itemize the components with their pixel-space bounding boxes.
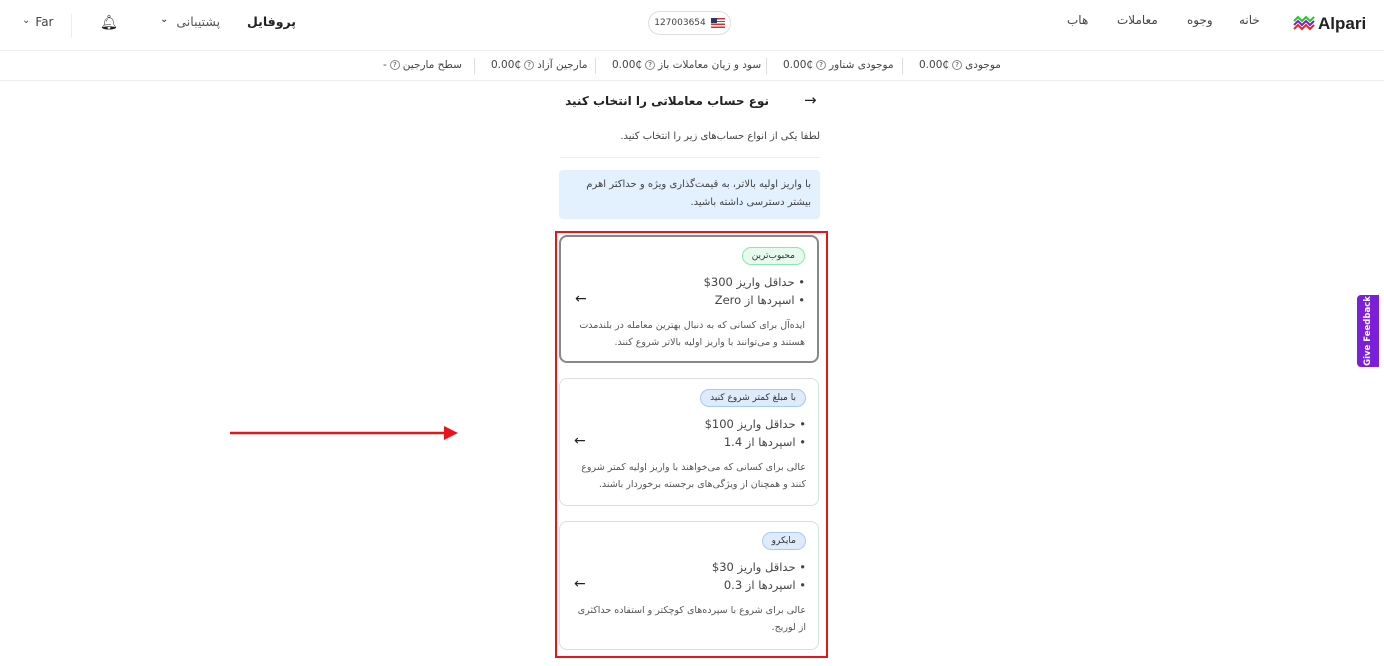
divider	[766, 58, 767, 74]
divider	[902, 58, 903, 74]
bell-icon[interactable]: 🔔︎	[100, 15, 118, 31]
page-subtitle: لطفا یکی از انواع حساب‌های زیر را انتخاب کنید.	[620, 131, 820, 142]
help-icon[interactable]: ?	[952, 60, 962, 70]
chevron-down-icon: ⌄	[22, 15, 31, 26]
stat-label: سطح مارجین	[402, 59, 462, 71]
back-arrow-icon[interactable]: →	[804, 91, 817, 109]
support-menu[interactable]	[160, 14, 220, 29]
card-description: عالی برای کسانی که می‌خواهند با واریز اولیه کمتر شروع کنند و همچنان از ویژگی‌های برجسته برخوردار باشند.	[581, 462, 806, 490]
stat-value: ₵0.00	[919, 59, 950, 71]
divider	[474, 58, 475, 74]
account-card-standard[interactable]	[559, 378, 819, 506]
nav-trades[interactable]: معاملات	[1117, 13, 1158, 27]
divider	[71, 14, 72, 38]
min-deposit: • حداقل واریز 100$	[704, 417, 806, 431]
red-annotation-arrow-icon	[228, 425, 460, 441]
stat-label: مارجین آزاد	[537, 59, 588, 71]
arrow-left-icon: ←	[575, 291, 587, 307]
divider	[560, 157, 820, 158]
help-icon[interactable]: ?	[524, 60, 534, 70]
language-selector[interactable]	[22, 15, 53, 29]
account-id: 127003654	[654, 18, 706, 28]
min-deposit: • حداقل واریز 300$	[703, 275, 805, 289]
spreads: • اسپردها از 1.4	[723, 435, 806, 449]
stat-balance	[919, 59, 1001, 71]
divider	[595, 58, 596, 74]
spreads: • اسپردها از 0.3	[723, 578, 806, 592]
stat-free-margin	[491, 59, 588, 71]
chevron-down-icon: ⌄	[160, 14, 169, 25]
card-description: ایده‌آل برای کسانی که به دنبال بهترین معامله در بلندمدت هستند و می‌توانند با واریز اولیه بالاتر شروع کنند.	[579, 320, 805, 348]
min-deposit: • حداقل واریز 30$	[711, 560, 806, 574]
help-icon[interactable]: ?	[816, 60, 826, 70]
arrow-left-icon: ←	[574, 576, 586, 592]
page-title: نوع حساب معاملاتی را انتخاب کنید	[565, 94, 769, 108]
account-selector[interactable]	[648, 11, 731, 35]
stat-value: ₵0.00	[491, 59, 522, 71]
stat-label: موجودی	[965, 59, 1001, 71]
stat-margin-level	[383, 59, 462, 71]
help-icon[interactable]: ?	[645, 60, 655, 70]
support-label: پشتیبانی	[176, 14, 221, 29]
badge-micro: مایکرو	[762, 532, 806, 550]
account-card-micro[interactable]	[559, 521, 819, 650]
stat-label: سود و زیان معاملات باز	[658, 59, 762, 71]
stat-value: -	[383, 59, 387, 71]
give-feedback-button[interactable]	[1357, 295, 1379, 367]
spreads: • اسپردها از Zero	[714, 293, 805, 307]
arrow-left-icon: ←	[574, 433, 586, 449]
account-card-zero[interactable]	[559, 235, 819, 363]
profile-link[interactable]: پروفایل	[247, 14, 296, 29]
nav-hub[interactable]: هاب	[1067, 13, 1089, 27]
stat-value: ₵0.00	[783, 59, 814, 71]
us-flag-icon	[711, 18, 725, 28]
stat-label: موجودی شناور	[829, 59, 894, 71]
logo-text: Alpari	[1318, 14, 1367, 33]
stat-open-pnl	[612, 59, 761, 71]
stat-equity	[783, 59, 894, 71]
badge-popular: محبوب‌ترین	[742, 247, 805, 265]
nav-funds[interactable]: وجوه	[1187, 13, 1213, 27]
logo[interactable]	[1293, 14, 1366, 34]
language-label: Far	[35, 15, 54, 29]
nav-home[interactable]: خانه	[1239, 13, 1260, 27]
stat-value: ₵0.00	[612, 59, 643, 71]
alpari-logo-icon	[1293, 15, 1315, 33]
help-icon[interactable]: ?	[390, 60, 400, 70]
feedback-label: Give Feedback	[1363, 296, 1373, 366]
info-banner: با واریز اولیه بالاتر، به قیمت‌گذاری ویژه و حداکثر اهرم بیشتر دسترسی داشته باشید.	[559, 170, 820, 219]
badge-start-low: با مبلغ کمتر شروع کنید	[700, 389, 806, 407]
card-description: عالی برای شروع با سپرده‌های کوچکتر و استفاده حداکثری از لوریج.	[577, 605, 806, 633]
